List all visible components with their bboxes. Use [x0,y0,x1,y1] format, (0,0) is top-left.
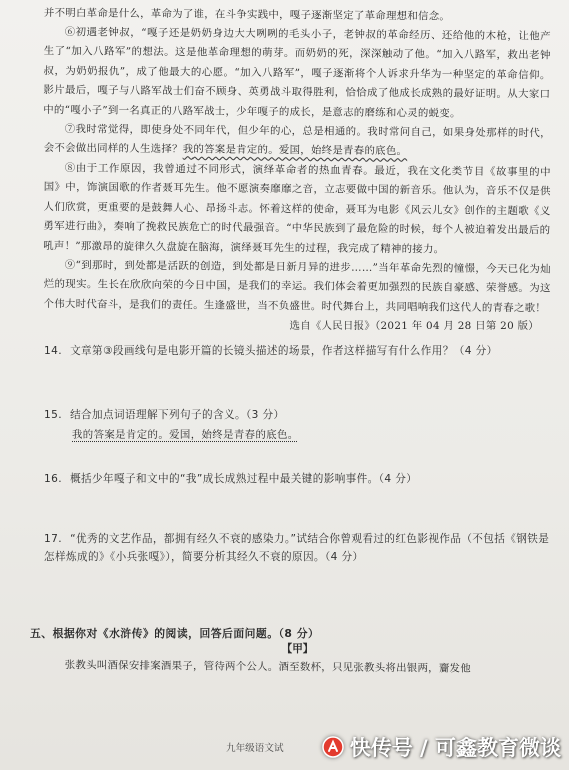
paragraph-7-text: ⑦我时常觉得，即使身处不同年代，但少年的心，总是相通的。我时常问自己，如果身处那样的时代，会不会做出同样的人生选择？ [43,123,551,157]
article-paragraph-8: ⑧由于工作原因，我曾通过不同形式，演绎革命者的热血青春。最近，我在文化类节目《故事里的中国》中，饰演国歌的作者聂耳先生。他不愿演奏靡靡之音，立志要做中国的新音乐。他认为，音乐不仅是供人们欣赏，更重要的是鼓舞人心、昂扬斗志。怀着这样的使命，聂耳为电影《风云儿女》创作的主题歌《义勇军进行曲》，奏响了挽救民族危亡的时代最强音。“中华民族到了最危险的时候，每个人被迫着发出最后的吼声！”那激昂的旋律久久盘旋在脑海，演绎聂耳先生的过程，我完成了精神的接力。 [43,162,551,256]
article-paragraph-intro: 并不明白革命是什么，革命为了谁，在斗争实践中，嘎子逐渐坚定了革命理想和信念。 [43,6,451,23]
article-paragraph-7 [44,120,551,163]
question-15 [44,406,551,424]
question-number: 14. [44,344,63,357]
question-14 [44,342,551,360]
question-16 [44,470,551,488]
question-text: 概括少年嘎子和文中的“我”成长成熟过程中最关键的影响事件。（4 分） [70,472,418,485]
paragraph-7-underlined-sentence: 我的答案是肯定的。爱国，始终是青春的底色。 [182,144,408,159]
exam-content [30,4,551,675]
question-number: 15. [44,408,63,421]
section-5-bracket-jia: 【甲】 [281,642,314,655]
question-17 [44,530,551,566]
watermark [322,732,561,762]
article-source: 选自《人民日报》（2021 年 04 月 28 日第 20 版） [289,319,539,332]
footer-label: 九年级语文试 [226,743,284,754]
question-number: 17. [44,532,63,545]
watermark-text: 快传号 / 可鑫教育微谈 [349,736,561,760]
question-text: “优秀的文艺作品，都拥有经久不衰的感染力。”试结合你曾观看过的红色影视作品（不包括《钢铁是怎样炼成的》《小兵张嘎》），简要分析其经久不衰的原因。（4 分） [44,532,550,563]
question-text: 文章第③段画线句是电影开篇的长镜头描述的场景，作者这样描写有什么作用？（4 分） [70,344,498,357]
dotted-quote-sentence: 我的答案是肯定的。爱国，始终是青春的底色。 [72,428,299,441]
kuaichuan-logo-icon [322,736,344,758]
section-5-title: 五、根据你对《水浒传》的阅读，回答后面问题。（8 分） [30,626,320,640]
question-text: 结合加点词语理解下列句子的含义。（3 分） [70,408,285,421]
question-number: 16. [44,472,63,485]
article-paragraph-9: ⑨“到那时，到处都是活跃的创造，到处都是日新月异的进步……”当年革命先烈的憧憬，今天已化为灿烂的现实。生长在欣欣向荣的今日中国，是我们的幸运。我们体会着更加强烈的民族自豪感、荣誉感。为这个伟大时代奋斗，是我们的责任。生逢盛世，当不负盛世。时代舞台上，共同唱响我们这代人的青春之歌！ [43,259,551,315]
article-paragraph-6: ⑥初遇老钟叔，“嘎子还是奶奶身边大大咧咧的毛头小子，老钟叔的革命经历、还给他的木枪，让他产生了“加入八路军”的想法。这是他革命理想的萌芽。而奶奶的死，深深触动了他。“加入八路军，救出老钟叔，为奶奶报仇”，成了他最大的心愿。“加入八路军”，嘎子逐渐将个人诉求升华为一种坚定的革命信仰。影片最后，嘎子与八路军战士们奋不顾身、英勇战斗取得胜利，恰恰成了他成长成熟的最好证明。从大家口中的“嘎小子”到一名真正的八路军战士，少年嘎子的成长，是意志的磨练和心灵的蜕变。 [43,26,551,120]
section-5-text-line: 张教头叫酒保安排案酒果子，管待两个公人。酒至数杯，只见张教头将出银两，齎发他 [64,658,472,675]
question-15-quote [72,426,551,444]
